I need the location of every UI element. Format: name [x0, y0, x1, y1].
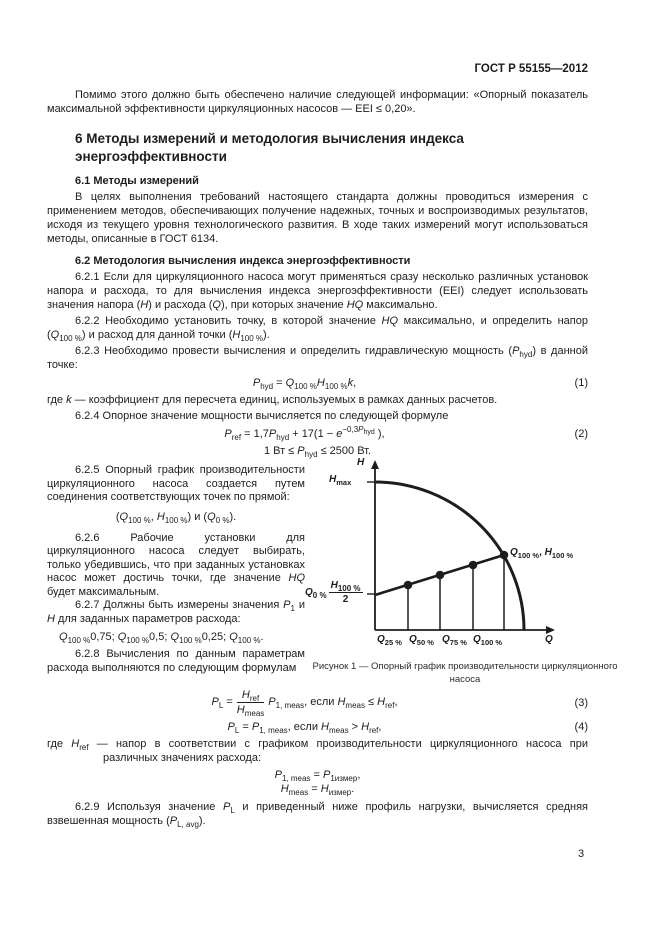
equation-2-body: $P_{ref} = 1,7P_{hyd} + 17(1 - e^{-0,3P_{hyd}}$ ), [224, 425, 385, 442]
two-column-section [47, 457, 627, 686]
equation-4-body: $P_L = P_{1, meas}$, если $H_{meas} > H_{ref}$, [227, 721, 382, 735]
meas-line-2: $H_{meas} = H_{измер}$. [280, 783, 355, 797]
section-6-1-heading: 6.1 Методы измерений [75, 175, 199, 187]
x-tick-q75: $Q_{75 \%}$ [442, 634, 467, 647]
h100-half-fraction [329, 580, 363, 605]
x-tick-q50: $Q_{50 \%}$ [409, 634, 434, 647]
fraction-numerator: $H_{100 \%}$ [330, 580, 361, 593]
equation-3 [47, 689, 588, 716]
q100-h100-point-label: $Q_{100 \%}$, $H_{100 \%}$ [510, 547, 574, 560]
q0-point-label [305, 580, 363, 605]
paragraph-6-2-8: 6.2.8 Вычисления по данным параметрам расхода выполняются по следующим формулам [47, 648, 305, 674]
measured-values-block [47, 768, 588, 796]
equation-3-lead: $P_L$ = [211, 696, 233, 711]
figure-1-caption: Рисунок 1 — Опорный график производительности циркуляционного насоса [312, 661, 618, 685]
page-number: 3 [578, 848, 585, 860]
equation-3-number: (3) [574, 696, 588, 709]
point-q50 [436, 571, 445, 580]
paragraph-6-2-6: 6.2.6 Рабочие установки для циркуляционного насоса следует выбирать, только убедившись, что при заданных установках насос может достичь точки, где значение HQ будет максимальным. [47, 531, 305, 598]
connection-points-line: ($Q_{100 \%}$, $H_{100 \%}$) и $(Q_{0 \%})$. [115, 510, 237, 525]
doc-code-header: ГОСТ Р 55155—2012 [474, 63, 588, 75]
equation-2 [47, 426, 588, 442]
equation-2-constraint: 1 Вт ≤ $P_{hyd} \le 2500$ Вт. [263, 445, 372, 459]
paragraph-6-1: В целях выполнения требований настоящего стандарта должны проводиться измерения с применением методов, обеспечивающих получение надежных, точных и воспроизводимых результатов, исходя из текущего уровня технологического развития. В ходе таких измерений могут использоваться методы, описанные в ГОСТ 6134. [47, 191, 588, 245]
equation-3-fraction [237, 689, 265, 716]
x-tick-q100: $Q_{100 \%}$ [473, 634, 503, 647]
meas-line-1: $P_{1, meas} = P_{1измер}$, [274, 769, 361, 783]
section-6-heading: 6 Методы измерений и методология вычисления индекса энергоэффективности [75, 131, 464, 164]
equation-1-number: (1) [574, 377, 588, 389]
paragraph-6-2-4: 6.2.4 Опорное значение мощности вычисляется по следующей формуле [75, 410, 449, 422]
point-q100 [500, 551, 509, 560]
equation-3-frac-num: $H_{ref}$ [237, 689, 265, 703]
x-axis-label: Q [545, 634, 553, 645]
paragraph-where-k: где k — коэффициент для пересчета единиц, используемых в рамках данных расчетов. [47, 394, 498, 406]
equation-1-body: $P_{hyd} = Q_{100 \%}H_{100 \%}k$, [252, 377, 357, 391]
equation-3-tail: $P_{1, meas}$, если $H_{meas} \le H_{ref}$, [268, 696, 398, 711]
y-axis-label: H [357, 457, 365, 468]
paragraph-6-2-9: 6.2.9 Используя значение $P_L$ и приведенный ниже профиль нагрузки, вычисляется средняя взвешенная мощность $(P_{L, avg})$. [47, 801, 588, 829]
q0-label: $Q_{0 \%}$ [305, 586, 327, 600]
equation-4-number: (4) [574, 721, 588, 733]
flow-values-line: $Q_{100 \%}0,75$; $Q_{100 \%}0,5$; $Q_{100 \%}0,25$; $Q_{100 \%}$. [59, 631, 264, 645]
paragraph-where-href: где $H_{ref}$ — напор в соответствии с графиком производительности циркуляционного насоса при различных значениях расхода: [47, 738, 588, 764]
pump-curve-plot [305, 460, 627, 652]
x-tick-q25: $Q_{25 \%}$ [377, 634, 402, 647]
fraction-denominator: 2 [342, 594, 349, 605]
point-q75 [469, 561, 478, 570]
page-content [47, 62, 618, 829]
paragraph-6-2-3: 6.2.3 Необходимо провести вычисления и определить гидравлическую мощность $(P_{hyd})$ в данной точке: [47, 345, 588, 371]
paragraph-intro: Помимо этого должно быть обеспечено наличие следующей информации: «Опорный показатель максимальной эффективности циркуляционных насосов — EEI ≤ 0,20». [47, 89, 588, 115]
y-axis-arrow [371, 460, 379, 469]
paragraph-6-2-1: 6.2.1 Если для циркуляционного насоса могут применяться сразу несколько различных установок напора и расхода, то для вычисления индекса энергоэффективности (EEI) следует использовать значения напора (H) и расхода (Q), при которых значение HQ максимально. [47, 271, 588, 311]
equation-2-number: (2) [574, 428, 588, 440]
equation-1 [47, 375, 588, 391]
paragraph-6-2-7: 6.2.7 Должны быть измерены значения $P_1$ и H для заданных параметров расхода: [47, 599, 305, 625]
paragraph-6-2-2: 6.2.2 Необходимо установить точку, в которой значение HQ максимально, и определить напор $(Q_{100 \%})$ и расход для данной точки $(H_{100 \%})$. [47, 315, 588, 343]
left-column [47, 464, 305, 675]
h-max-label: $H_{max}$ [329, 474, 352, 487]
figure-column [305, 457, 627, 686]
equation-3-frac-den: $H_{meas}$ [236, 704, 265, 718]
section-6-2-heading: 6.2 Методология вычисления индекса энергоэффективности [75, 255, 411, 267]
figure-1-pump-curve [305, 457, 627, 652]
equation-4 [47, 719, 588, 735]
equation-3-body [47, 689, 562, 716]
point-q25 [404, 581, 413, 590]
paragraph-6-2-5: 6.2.5 Опорный график производительности циркуляционного насоса создается путем соединения соответствующих точек по прямой: [47, 464, 305, 503]
